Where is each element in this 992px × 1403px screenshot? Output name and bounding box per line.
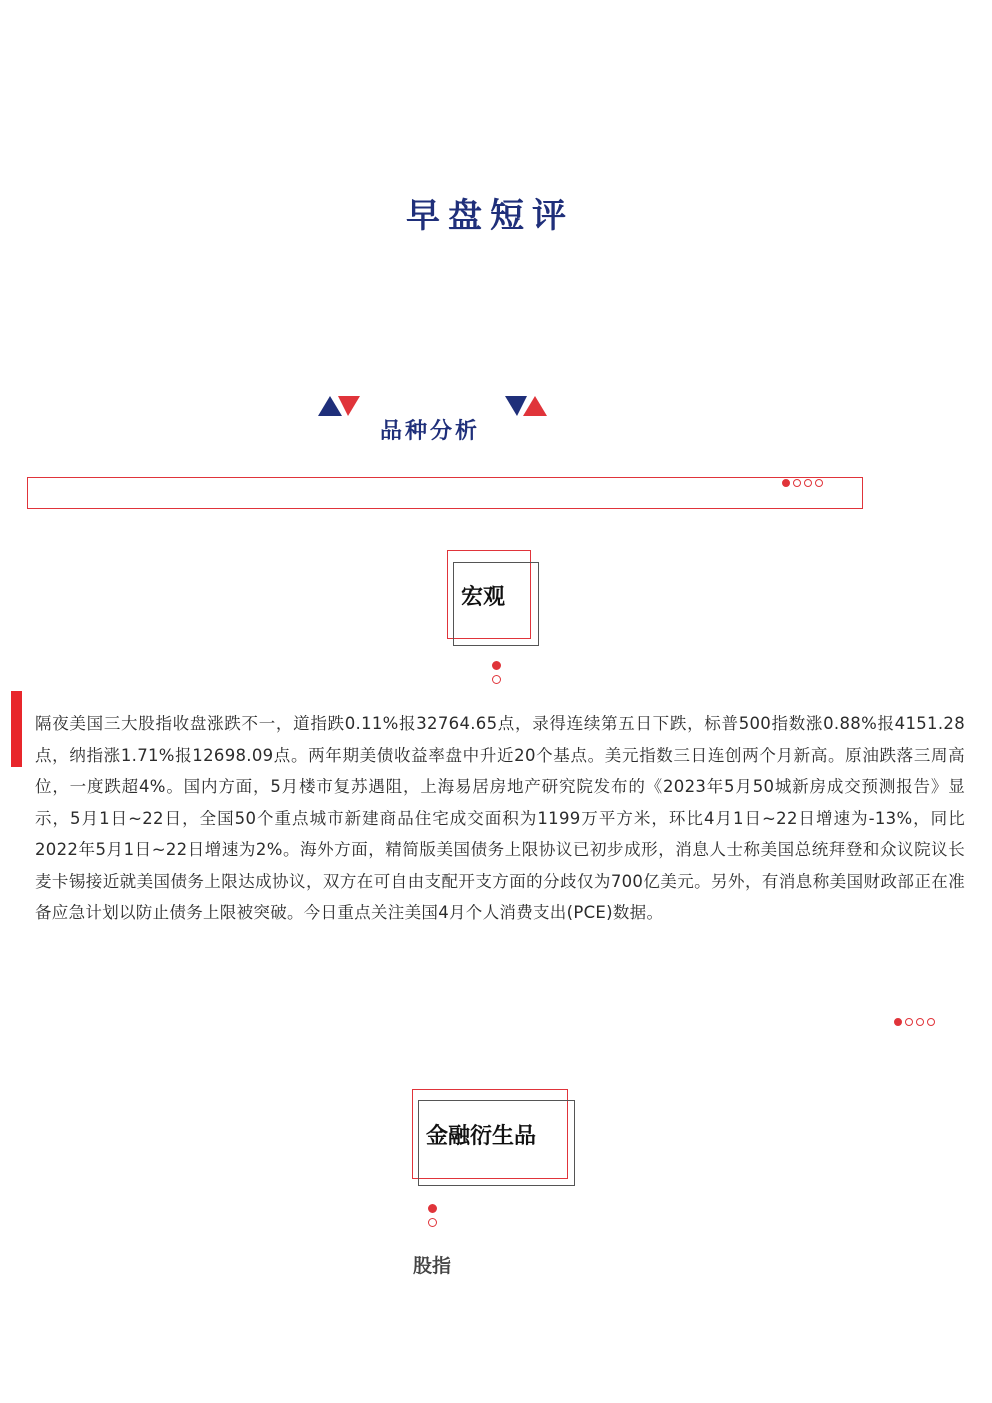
accent-bar xyxy=(11,691,22,767)
triangle-decoration-left xyxy=(318,396,362,418)
section-title: 品种分析 xyxy=(380,419,481,444)
dots-decoration-top xyxy=(782,479,823,487)
dot-icon xyxy=(905,1018,913,1026)
dot-icon xyxy=(793,479,801,487)
dot-icon xyxy=(894,1018,902,1026)
dot-icon xyxy=(492,661,501,670)
dot-icon xyxy=(428,1218,437,1227)
section-band xyxy=(27,477,863,509)
triangle-decoration-right xyxy=(505,396,549,418)
dot-icon xyxy=(804,479,812,487)
dot-icon xyxy=(927,1018,935,1026)
page-title: 早盘短评 xyxy=(406,196,574,236)
macro-paragraph: 隔夜美国三大股指收盘涨跌不一，道指跌0.11%报32764.65点，录得连续第五日下跌，标普500指数涨0.88%报4151.28点，纳指涨1.71%报12698.09点。两年期美债收益率盘中升近20个基点。美元指数三日连创两个月新高。原油跌落三周高位，一度跌超4%。国内方面，5月楼市复苏遇阻，上海易居房地产研究院发布的《2023年5月50城新房成交预测报告》显示，5月1日~22日，全国50个重点城市新建商品住宅成交面积为1199万平方米，环比4月1日~22日增速为-13%，同比2022年5月1日~22日增速为2%。海外方面，精简版美国债务上限协议已初步成形，消息人士称美国总统拜登和众议院议长麦卡锡接近就美国债务上限达成协议，双方在可自由支配开支方面的分歧仅为700亿美元。另外，有消息称美国财政部正在准备应急计划以防止债务上限被突破。今日重点关注美国4月个人消费支出(PCE)数据。 xyxy=(35,714,965,922)
macro-heading: 宏观 xyxy=(461,585,506,610)
dot-icon xyxy=(428,1204,437,1213)
dots-decoration-middle xyxy=(894,1018,935,1026)
dot-icon xyxy=(782,479,790,487)
index-subheading: 股指 xyxy=(413,1255,452,1277)
dot-icon xyxy=(916,1018,924,1026)
dot-icon xyxy=(492,675,501,684)
derivatives-heading: 金融衍生品 xyxy=(426,1124,537,1149)
dot-icon xyxy=(815,479,823,487)
